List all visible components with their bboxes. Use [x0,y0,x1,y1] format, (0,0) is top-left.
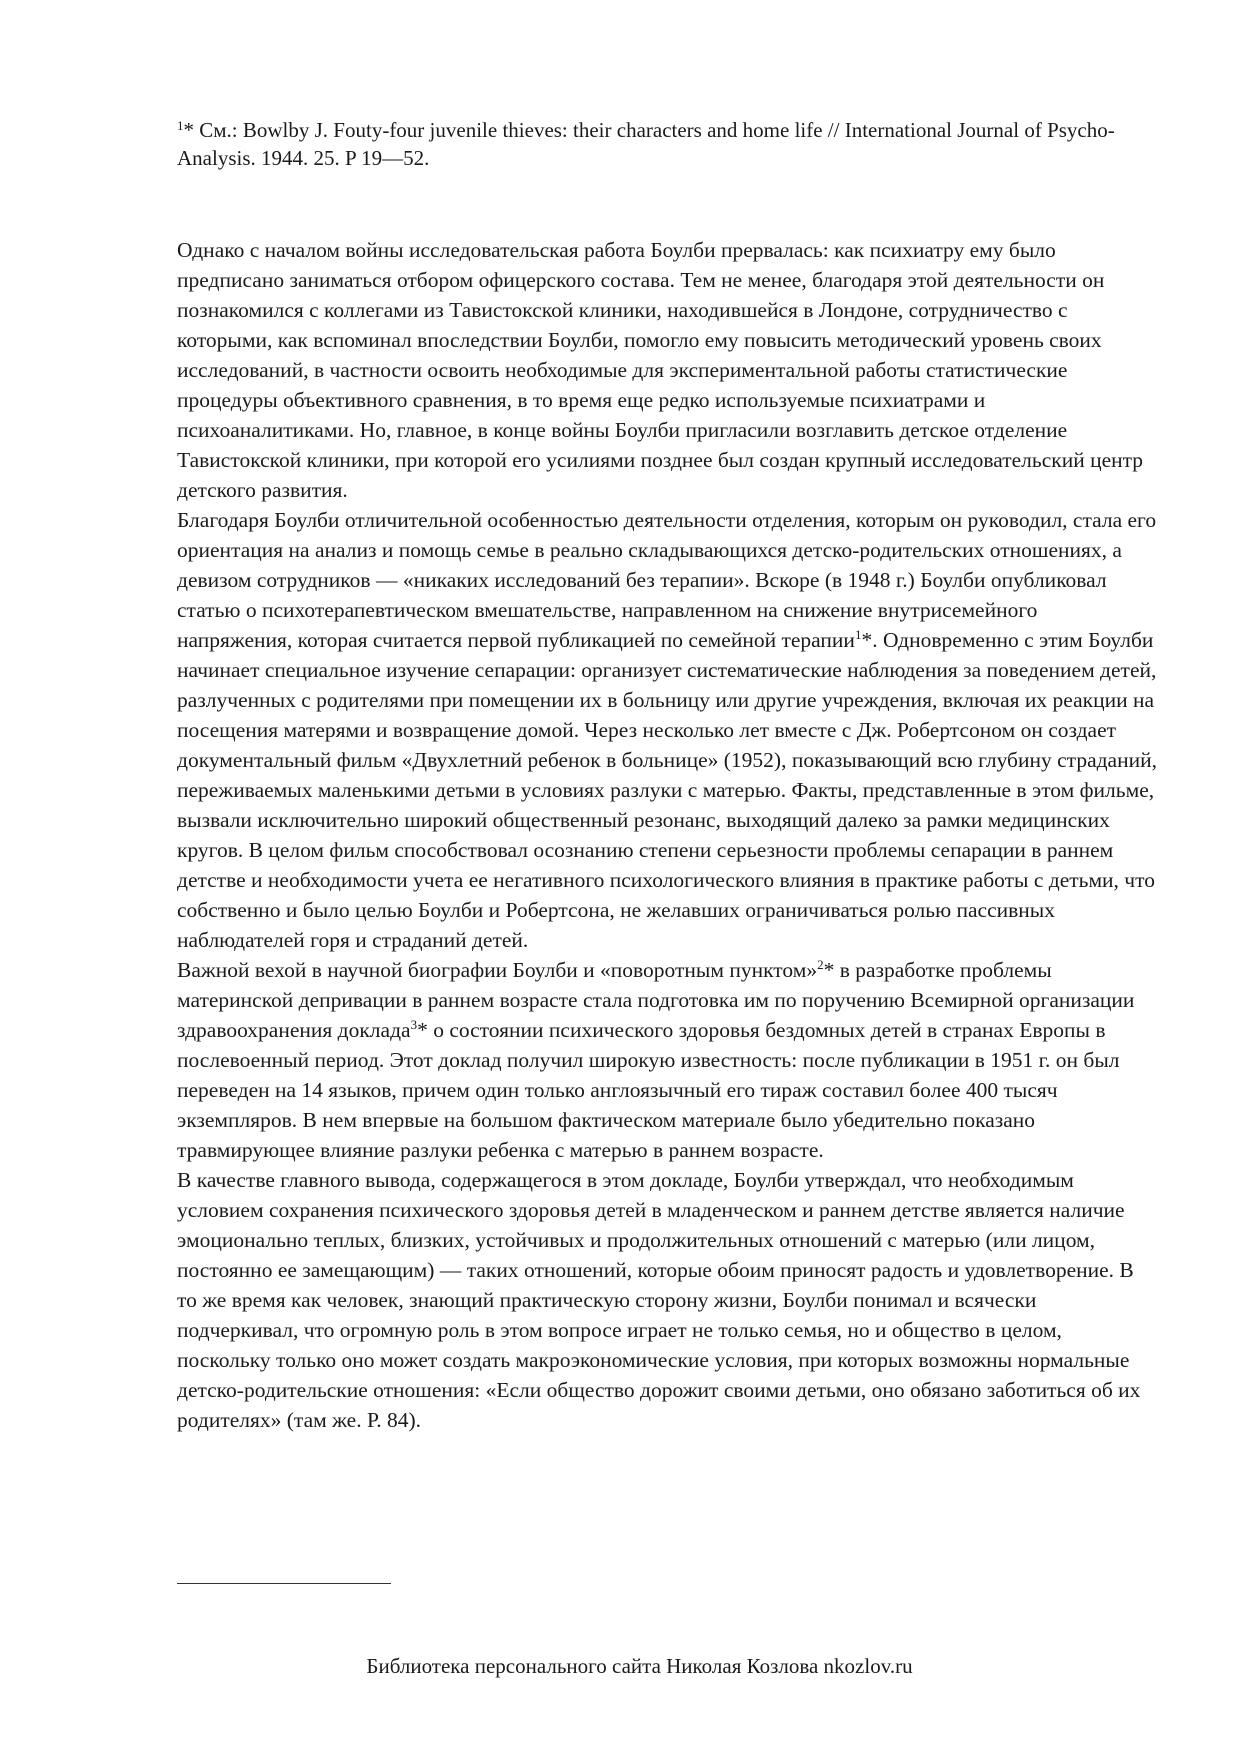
footnote-top [177,116,1117,172]
footnote-text: * См.: Bowlby J. Fouty-four juvenile thieves: their characters and home life // International Journal of Psycho-Analysis. 1944. 25. P 19—52. [177,118,1115,170]
paragraph [177,235,1157,505]
paragraph-text: * в разработке проблемы материнской депривации в раннем возрасте стала подготовка им по поручению Всемирной организации здравоохранения доклада [177,958,1135,1042]
paragraph-text: Важной вехой в научной биографии Боулби и «поворотным пунктом» [177,958,818,982]
footnote-reference: 1 [854,627,862,642]
page-footer: Библиотека персонального сайта Николая Козлова nkozlov.ru [366,1654,913,1678]
paragraph-text: * о состоянии психического здоровья бездомных детей в странах Европы в послевоенный период. Этот доклад получил широкую известность: после публикации в 1951 г. он был переведен на 14 языков, причем один только англоязычный его тираж составил более 400 тысяч экземпляров. В нем впервые на большом фактическом материале было убедительно показано травмирующее влияние разлуки ребенка с матерью в раннем возрасте. [177,1018,1120,1162]
footnote-reference: 3 [410,1017,418,1032]
paragraph-text: *. Одновременно с этим Боулби начинает специальное изучение сепарации: организует систематические наблюдения за поведением детей, разлученных с родителями при помещении их в больницу или другие учреждения, включая их реакции на посещения матерями и возвращение домой. Через несколько лет вместе с Дж. Робертсоном он создает документальный фильм «Двухлетний ребенок в больнице» (1952), показывающий всю глубину страданий, переживаемых маленькими детьми в условиях разлуки с матерью. Факты, представленные в этом фильме, вызвали исключительно широкий общественный резонанс, выходящий далеко за рамки медицинских кругов. В целом фильм способствовал осознанию степени серьезности проблемы сепарации в раннем детстве и необходимости учета ее негативного психологического влияния в практике работы с детьми, что собственно и было целью Боулби и Робертсона, не желавших ограничиваться ролью пассивных наблюдателей горя и страданий детей. [177,628,1157,952]
body-text [177,235,1157,1435]
paragraph-text: Однако с началом войны исследовательская работа Боулби прервалась: как психиатру ему было предписано заниматься отбором офицерского состава. Тем не менее, благодаря этой деятельности он познакомился с коллегами из Тавистокской клиники, находившейся в Лондоне, сотрудничество с которыми, как вспоминал впоследствии Боулби, помогло ему повысить методический уровень своих исследований, в частности освоить необходимые для экспериментальной работы статистические процедуры объективного сравнения, в то время еще редко используемые психиатрами и психоаналитиками. Но, главное, в конце войны Боулби пригласили возглавить детское отделение Тавистокской клиники, при которой его усилиями позднее был создан крупный исследовательский центр детского развития. [177,238,1144,502]
footnote-reference: 2 [817,957,824,972]
paragraph-text: В качестве главного вывода, содержащегося в этом докладе, Боулби утверждал, что необходимым условием сохранения психического здоровья детей в младенческом и раннем детстве является наличие эмоционально теплых, близких, устойчивых и продолжительных отношений с матерью (или лицом, постоянно ее замещающим) — таких отношений, которые обоим приносят радость и удовлетворение. В то же время как человек, знающий практическую сторону жизни, Боулби понимал и всячески подчеркивал, что огромную роль в этом вопросе играет не только семья, но и общество в целом, поскольку только оно может создать макроэкономические условия, при которых возможны нормальные детско-родительские отношения: «Если общество дорожит своими детьми, оно обязано заботиться об их родителях» (там же. Р. 84). [177,1168,1141,1432]
paragraph [177,505,1157,955]
paragraph-text: Благодаря Боулби отличительной особенностью деятельности отделения, которым он руководил, стала его ориентация на анализ и помощь семье в реально складывающихся детско-родительских отношениях, а девизом сотрудников — «никаких исследований без терапии». Вскоре (в 1948 г.) Боулби опубликовал статью о психотерапевтическом вмешательстве, направленном на снижение внутрисемейного напряжения, которая считается первой публикацией по семейной терапии [177,508,1157,652]
paragraph [177,955,1157,1165]
footnote-marker: 1 [177,118,184,133]
footnote-separator-line [177,1583,391,1584]
paragraph [177,1165,1157,1435]
